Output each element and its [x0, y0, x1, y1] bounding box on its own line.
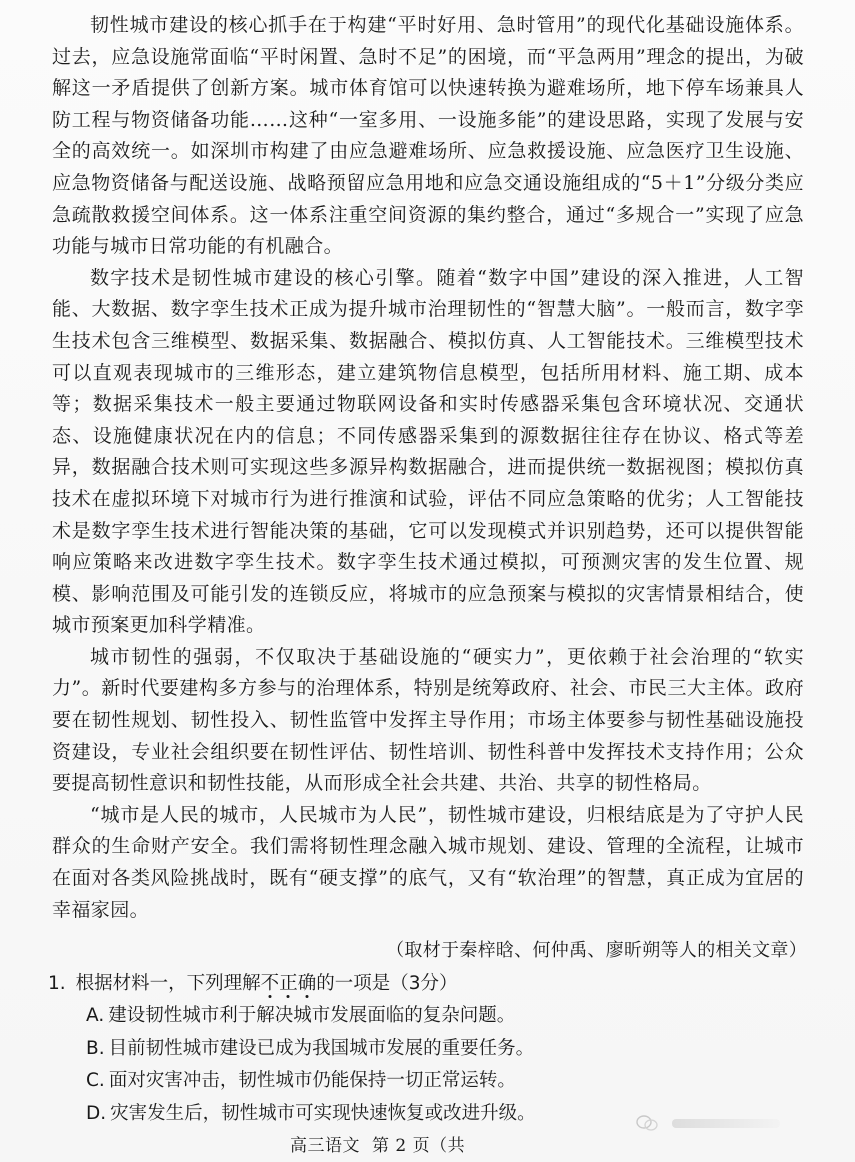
emphasis-char: 正 — [279, 973, 298, 994]
chat-bubble-icon — [636, 1114, 658, 1132]
option-text: 建设韧性城市利于解决城市发展面临的复杂问题。 — [108, 1005, 516, 1026]
option-text: 目前韧性城市建设已成为我国城市发展的重要任务。 — [108, 1037, 535, 1059]
option-a[interactable] — [86, 1000, 808, 1033]
option-c[interactable] — [86, 1065, 808, 1098]
source-citation: （取材于秦梓晗、何仲禹、廖昕朔等人的相关文章） — [386, 940, 807, 961]
option-letter: D. — [86, 1102, 107, 1124]
option-b[interactable] — [86, 1033, 808, 1066]
stem-text-before: 根据材料一，下列理解 — [75, 973, 261, 994]
option-text: 面对灾害冲击，韧性城市仍能保持一切正常运转。 — [108, 1070, 516, 1091]
reading-material — [52, 10, 804, 926]
paragraph-1: 韧性城市建设的核心抓手在于构建“平时好用、急时管用”的现代化基础设施体系。过去，应急设施常面临“平时闲置、急时不足”的困境，而“平急两用”理念的提出，为破解这一矛盾提供了创新方案。城市体育馆可以快速转换为避难场所，地下停车场兼具人防工程与物资储备功能……这种“一室多用、一设施多能”的建设思路，实现了发展与安全的高效统一。如深圳市构建了由应急避难场所、应急救援设施、应急医疗卫生设施、应急物资储备与配送设施、战略预留应急用地和应急交通设施组成的“5＋1”分级分类应急疏散救援空间体系。这一体系注重空间资源的集约整合，通过“多规合一”实现了应急功能与城市日常功能的有机融合。 — [52, 14, 804, 258]
option-letter: C. — [86, 1070, 105, 1091]
footer-page: 第 2 页（共 — [372, 1136, 466, 1156]
footer-subject: 高三语文 — [290, 1136, 360, 1156]
paragraph-3: 城市韧性的强弱，不仅取决于基础设施的“硬实力”，更依赖于社会治理的“软实力”。新时代要建构多方参与的治理体系，特别是统筹政府、社会、市民三大主体。政府要在韧性规划、韧性投入、韧性监管中发挥主导作用；市场主体要参与韧性基础设施投资建设，专业社会组织要在韧性评估、韧性培训、韧性科普中发挥技术支持作用；公众要提高韧性意识和韧性技能，从而形成全社会共建、共治、共享的韧性格局。 — [52, 645, 804, 795]
page-footer — [290, 1134, 477, 1158]
watermark — [636, 1114, 786, 1134]
stem-emphasis — [261, 973, 317, 994]
question-stem — [48, 968, 808, 1000]
stem-text-after: 的一项是（3分） — [316, 973, 458, 994]
question-1 — [48, 968, 808, 1130]
watermark-blur — [672, 1119, 780, 1128]
paragraph-2: 数字技术是韧性城市建设的核心引擎。随着“数字中国”建设的深入推进，人工智能、大数据、数字孪生技术正成为提升城市治理韧性的“智慧大脑”。一般而言，数字孪生技术包含三维模型、数据采集、数据融合、模拟仿真、人工智能技术。三维模型技术可以直观表现城市的三维形态，建立建筑物信息模型，包括所用材料、施工期、成本等；数据采集技术一般主要通过物联网设备和实时传感器采集包含环境状况、交通状态、设施健康状况在内的信息；不同传感器采集到的源数据往往存在协议、格式等差异，数据融合技术则可实现这些多源异构数据融合，进而提供统一数据视图；模拟仿真技术在虚拟环境下对城市行为进行推演和试验，评估不同应急策略的优劣；人工智能技术是数字孪生技术进行智能决策的基础，它可以发现模式并识别趋势，还可以提供智能响应策略来改进数字孪生技术。数字孪生技术通过模拟，可预测灾害的发生位置、规模、影响范围及可能引发的连锁反应，将城市的应急预案与模拟的灾害情景相结合，使城市预案更加科学精准。 — [52, 266, 804, 637]
question-number: 1. — [48, 973, 66, 994]
option-letter: B. — [86, 1037, 105, 1059]
option-letter: A. — [86, 1005, 105, 1026]
paragraph-4: “城市是人民的城市，人民城市为人民”，韧性城市建设，归根结底是为了守护人民群众的生命财产安全。我们需将韧性理念融入城市规划、建设、管理的全流程，让城市在面对各类风险挑战时，既有“硬支撑”的底气，又有“软治理”的智慧，真正成为宜居的幸福家园。 — [52, 803, 804, 921]
option-text: 灾害发生后，韧性城市可实现快速恢复或改进升级。 — [110, 1102, 536, 1124]
emphasis-char: 不 — [260, 973, 280, 994]
emphasis-char: 确 — [297, 973, 317, 994]
